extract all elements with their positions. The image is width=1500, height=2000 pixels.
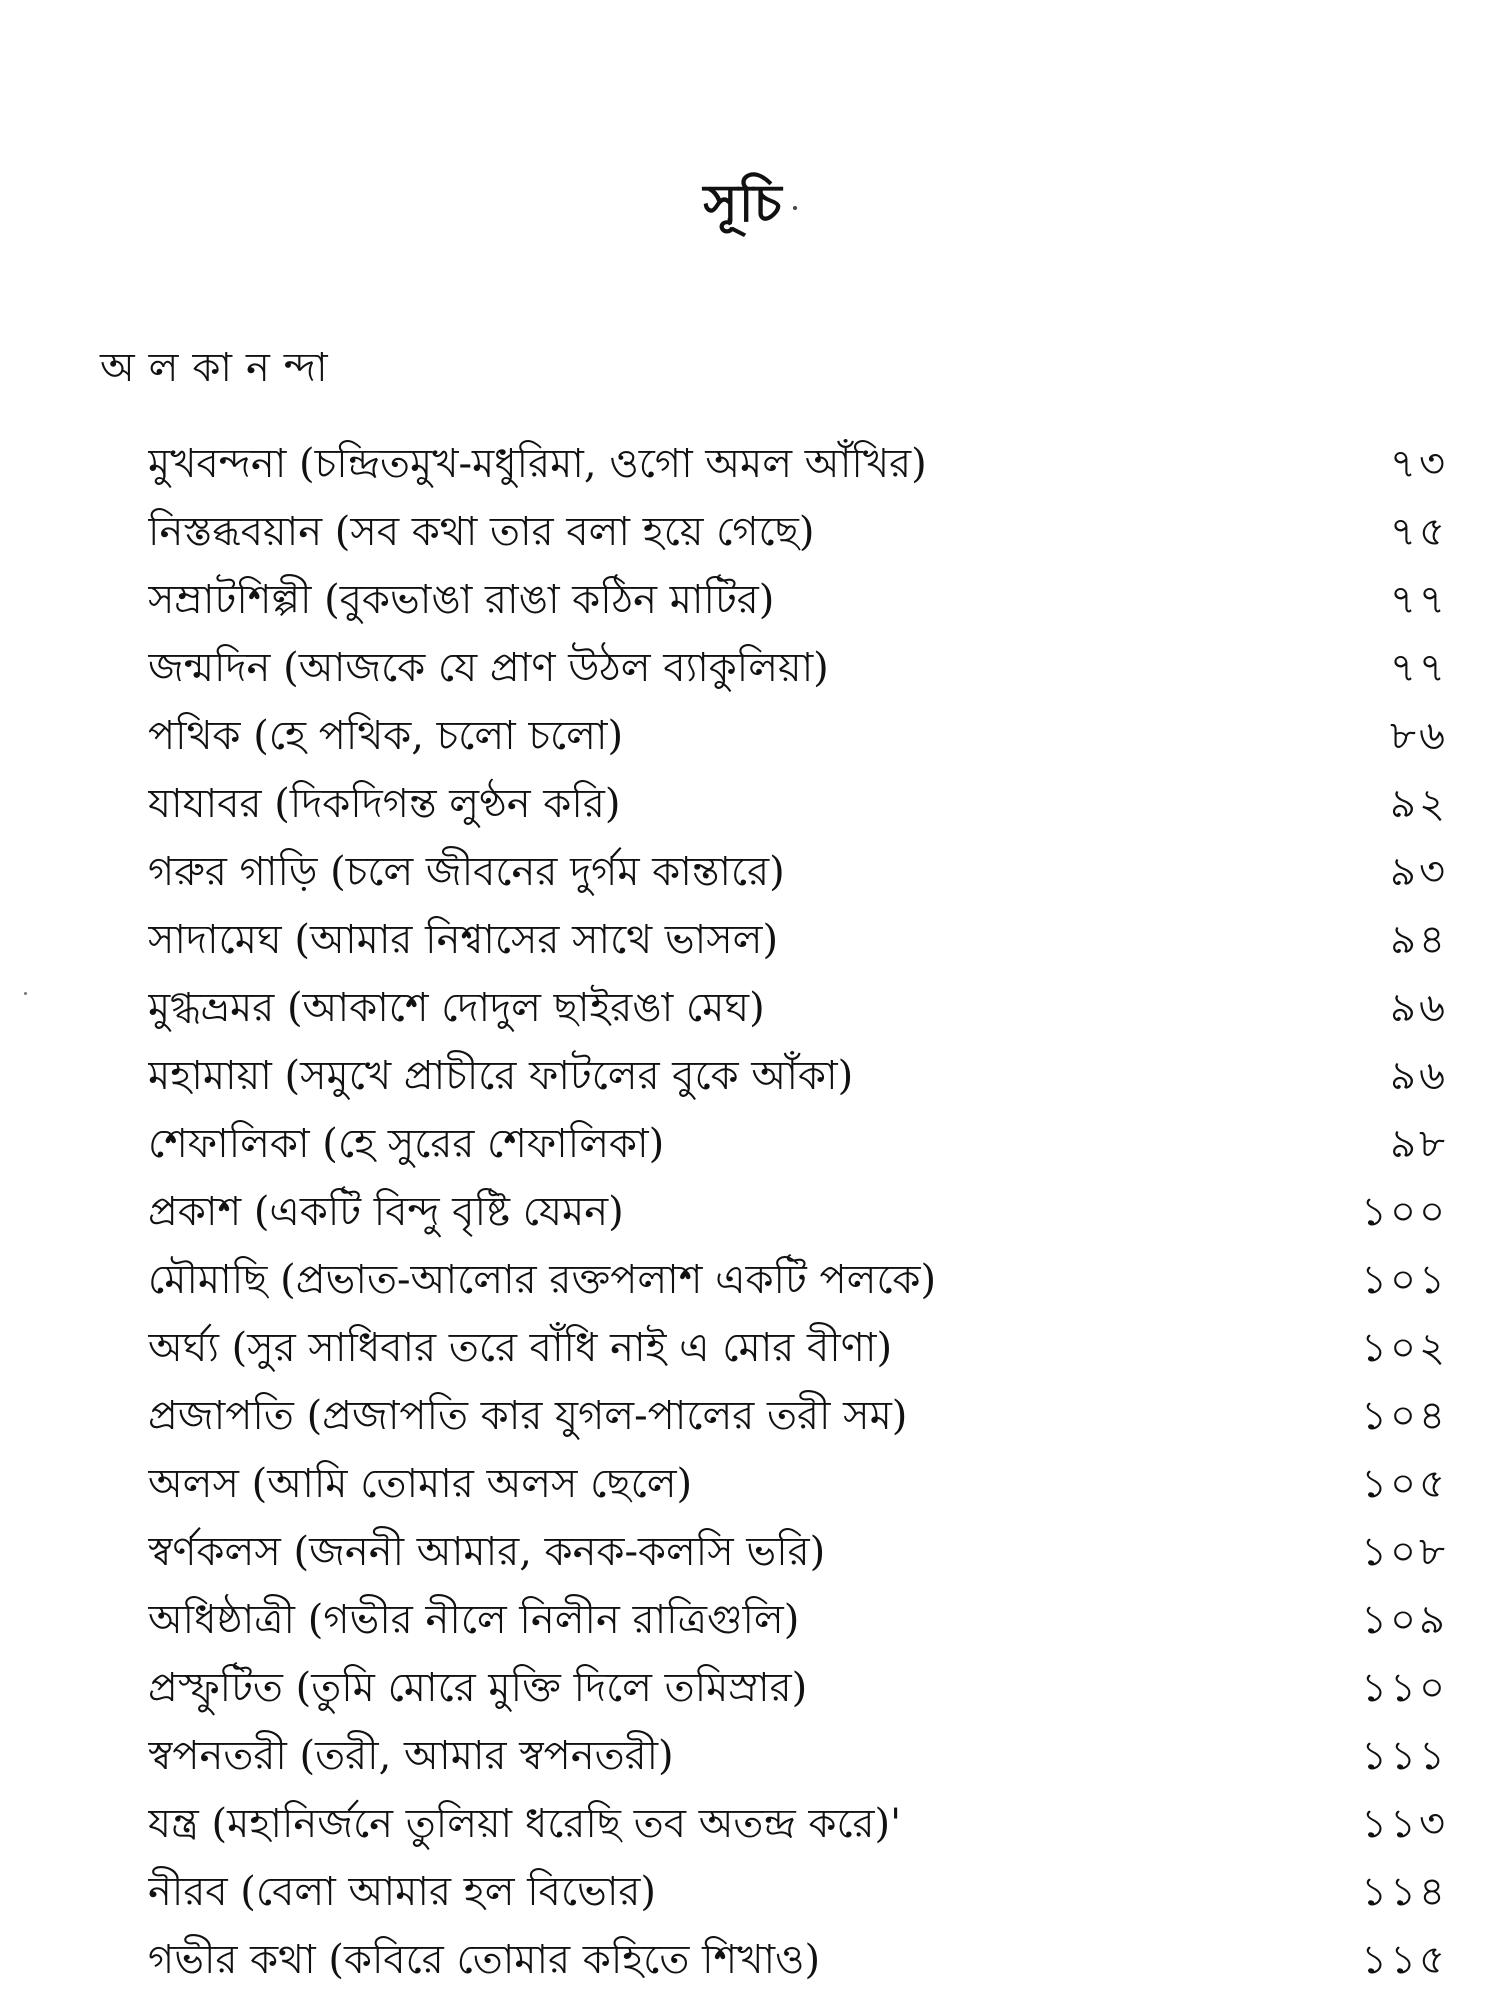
toc-entry-page: ৭৭ xyxy=(1389,577,1448,623)
toc-entry-title: গভীর কথা (কবিরে তোমার কহিতে শিখাও) xyxy=(148,1937,821,1983)
toc-entry xyxy=(148,1382,1448,1450)
toc-entry xyxy=(148,1858,1448,1926)
toc-entry-page: ১১৪ xyxy=(1361,1869,1448,1915)
toc-entry xyxy=(148,1586,1448,1654)
toc-entry-title: মুখবন্দনা (চন্দ্রিতমুখ-মধুরিমা, ওগো অমল আঁখির) xyxy=(148,441,927,487)
toc-entry-title: যন্ত্র (মহানির্জনে তুলিয়া ধরেছি তব অতন্দ্র করে)' xyxy=(148,1801,902,1847)
toc-entry-title: স্বর্ণকলস (জননী আমার, কনক-কলসি ভরি) xyxy=(148,1529,826,1575)
toc-entry-page: ১০২ xyxy=(1361,1325,1448,1371)
toc-entry-page: ৯৩ xyxy=(1390,849,1448,895)
toc-entry xyxy=(148,1790,1448,1858)
toc-entry-title: মহামায়া (সমুখে প্রাচীরে ফাটলের বুকে আঁকা) xyxy=(148,1053,854,1099)
toc-entry xyxy=(148,702,1448,770)
toc-entry-page: ১০১ xyxy=(1361,1257,1448,1303)
toc-entry xyxy=(148,770,1448,838)
page-title xyxy=(0,173,1500,234)
toc-entry-title: শেফালিকা (হে সুরের শেফালিকা) xyxy=(148,1121,665,1167)
toc-entry-page: ৯৬ xyxy=(1390,1053,1448,1099)
toc-entry-page: ৭৩ xyxy=(1389,441,1448,487)
toc-entry-title: মৌমাছি (প্রভাত-আলোর রক্তপলাশ একটি পলকে) xyxy=(148,1257,937,1303)
toc-entry-title: অলস (আমি তোমার অলস ছেলে) xyxy=(148,1461,693,1507)
toc-entry xyxy=(148,498,1448,566)
page-title-text: সূচি xyxy=(703,173,783,234)
toc-entry xyxy=(148,906,1448,974)
toc-entry-page: ৯৬ xyxy=(1390,985,1448,1031)
toc-entry-page: ৮৬ xyxy=(1390,713,1448,759)
toc-entry xyxy=(148,1450,1448,1518)
toc-entry-title: মুগ্ধভ্রমর (আকাশে দোদুল ছাইরঙা মেঘ) xyxy=(148,985,765,1031)
toc-entry-title: নিস্তব্ধবয়ান (সব কথা তার বলা হয়ে গেছে) xyxy=(148,509,815,555)
toc-entry-page: ১০৮ xyxy=(1361,1529,1448,1575)
toc-entry-title: পথিক (হে পথিক, চলো চলো) xyxy=(148,713,624,759)
toc-entry xyxy=(148,634,1448,702)
toc-entry xyxy=(148,430,1448,498)
toc-entry-title: যাযাবর (দিকদিগন্ত লুণ্ঠন করি) xyxy=(148,781,621,827)
toc-entry xyxy=(148,1246,1448,1314)
toc-entry xyxy=(148,1518,1448,1586)
section-title: অলকানন্দা xyxy=(100,345,342,391)
toc-entry xyxy=(148,838,1448,906)
toc-entry-page: ১১০ xyxy=(1361,1665,1448,1711)
toc-entry-page: ৭৫ xyxy=(1390,509,1448,555)
toc-entry-page: ১১৫ xyxy=(1361,1937,1448,1983)
toc-entry-title: স্বপনতরী (তরী, আমার স্বপনতরী) xyxy=(148,1733,674,1779)
toc-entry-title: প্রজাপতি (প্রজাপতি কার যুগল-পালের তরী সম) xyxy=(148,1393,908,1439)
toc-entry-title: প্রকাশ (একটি বিন্দু বৃষ্টি যেমন) xyxy=(148,1189,624,1235)
toc-entry-page: ৯৪ xyxy=(1390,917,1448,963)
title-dot xyxy=(793,206,797,210)
toc-entry-page: ১১৩ xyxy=(1361,1801,1448,1847)
toc-entry-title: অধিষ্ঠাত্রী (গভীর নীলে নিলীন রাত্রিগুলি) xyxy=(148,1597,800,1643)
toc-entry-page: ১০৫ xyxy=(1361,1461,1448,1507)
toc-entry xyxy=(148,1178,1448,1246)
toc-entry xyxy=(148,1722,1448,1790)
toc-entry-page: ৯৮ xyxy=(1390,1121,1448,1167)
toc-entry xyxy=(148,566,1448,634)
toc-entry xyxy=(148,974,1448,1042)
toc-entry xyxy=(148,1926,1448,1994)
margin-speck xyxy=(24,992,27,995)
toc-entry xyxy=(148,1314,1448,1382)
toc-entry-page: ১১১ xyxy=(1361,1733,1448,1779)
toc-entry-title: অর্ঘ্য (সুর সাধিবার তরে বাঁধি নাই এ মোর বীণা) xyxy=(148,1325,893,1371)
toc-entry xyxy=(148,1654,1448,1722)
toc-entry-page: ৭৭ xyxy=(1389,645,1448,691)
toc-entry-title: গরুর গাড়ি (চলে জীবনের দুর্গম কান্তারে) xyxy=(148,849,785,895)
toc-list xyxy=(148,430,1448,1994)
toc-entry xyxy=(148,1110,1448,1178)
toc-entry-title: সাদামেঘ (আমার নিশ্বাসের সাথে ভাসল) xyxy=(148,917,779,963)
toc-entry xyxy=(148,1042,1448,1110)
toc-entry-title: প্রস্ফুটিত (তুমি মোরে মুক্তি দিলে তমিস্রার) xyxy=(148,1665,808,1711)
toc-entry-page: ১০০ xyxy=(1361,1189,1448,1235)
toc-entry-page: ১০৯ xyxy=(1361,1597,1448,1643)
toc-entry-title: নীরব (বেলা আমার হল বিভোর) xyxy=(148,1869,657,1915)
toc-entry-title: সম্রাটশিল্পী (বুকভাঙা রাঙা কঠিন মাটির) xyxy=(148,577,775,623)
toc-entry-page: ১০৪ xyxy=(1361,1393,1448,1439)
toc-entry-page: ৯২ xyxy=(1390,781,1448,827)
toc-entry-title: জন্মদিন (আজকে যে প্রাণ উঠল ব্যাকুলিয়া) xyxy=(148,645,829,691)
